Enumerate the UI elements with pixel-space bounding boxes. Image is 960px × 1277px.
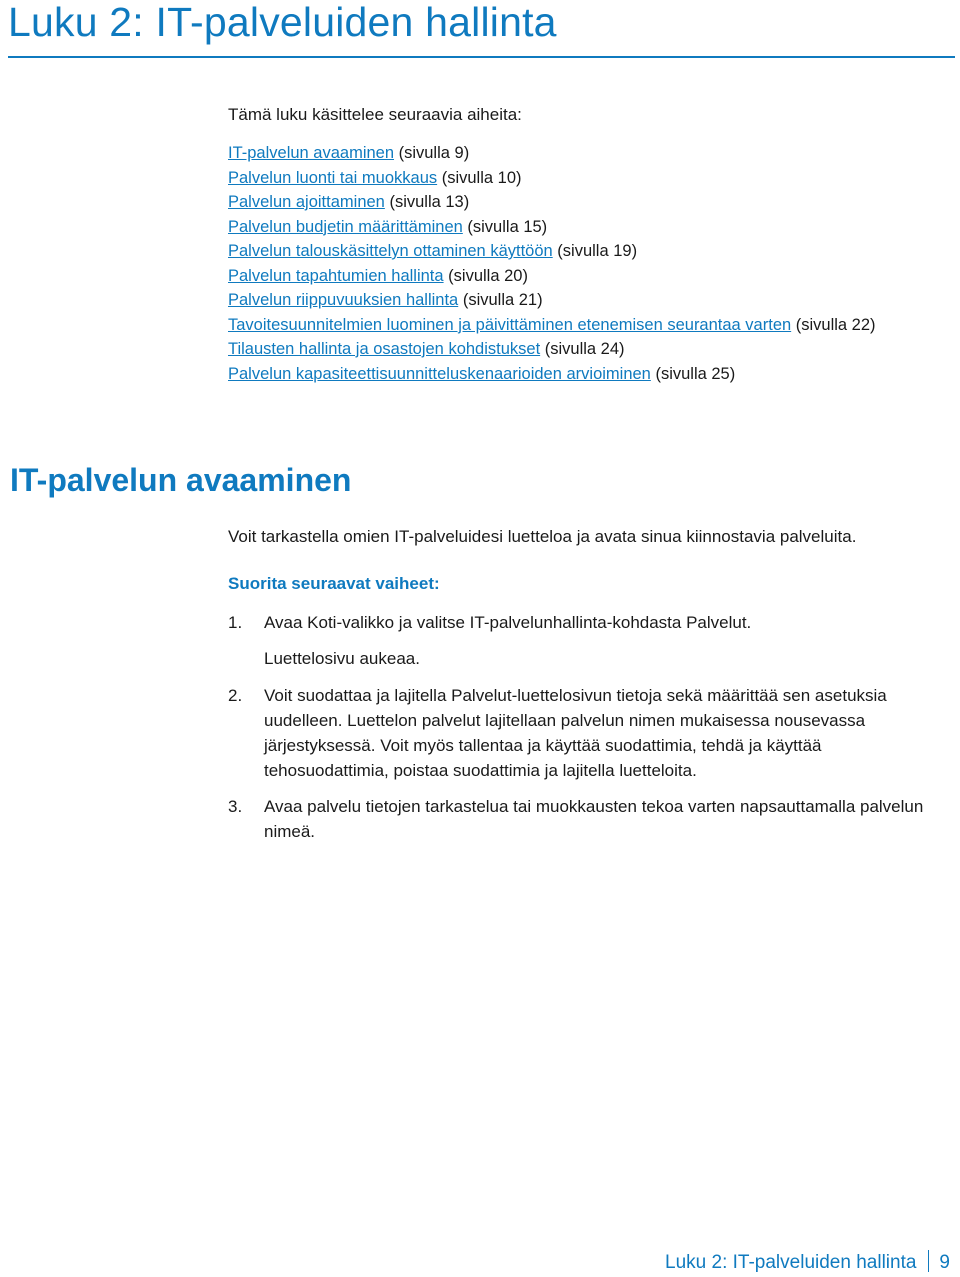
- toc-item: [228, 362, 940, 387]
- footer-separator: [928, 1250, 929, 1272]
- title-divider: [8, 56, 955, 58]
- toc-page-ref: (sivulla 22): [791, 315, 876, 334]
- toc-link[interactable]: Tavoitesuunnitelmien luominen ja päivittäminen etenemisen seurantaa varten: [228, 315, 792, 334]
- toc-page-ref: (sivulla 20): [443, 266, 528, 285]
- toc-item: [228, 313, 940, 338]
- step-2: [228, 683, 948, 783]
- toc-page-ref: (sivulla 24): [540, 340, 625, 358]
- steps-heading: Suorita seuraavat vaiheet:: [228, 574, 440, 593]
- section-intro: Voit tarkastella omien IT-palveluidesi luetteloa ja avata sinua kiinnostavia palveluita.: [228, 527, 857, 546]
- step-number: 2.: [228, 686, 243, 705]
- step-number: 1.: [228, 613, 243, 632]
- step-1: [228, 610, 948, 635]
- page-footer: [665, 1250, 950, 1275]
- section-title: IT-palvelun avaaminen: [10, 462, 352, 498]
- toc-page-ref: (sivulla 19): [552, 242, 638, 260]
- toc-item: [228, 264, 940, 289]
- toc-link[interactable]: Palvelun luonti tai muokkaus: [228, 168, 438, 187]
- toc-link[interactable]: Palvelun tapahtumien hallinta: [228, 266, 444, 285]
- toc-link[interactable]: Palvelun ajoittaminen: [228, 193, 385, 211]
- toc-link[interactable]: Tilausten hallinta ja osastojen kohdistukset: [228, 340, 541, 358]
- toc-link[interactable]: Palvelun riippuvuuksien hallinta: [228, 291, 459, 309]
- toc-list: [228, 141, 940, 386]
- toc-item: [228, 337, 940, 362]
- step-1-result: Luettelosivu aukeaa.: [264, 649, 420, 668]
- toc-page-ref: (sivulla 15): [462, 217, 548, 236]
- toc-item: [228, 215, 940, 240]
- step-text: Avaa palvelu tietojen tarkastelua tai muokkausten tekoa varten napsauttamalla palvelun nimeä.: [264, 797, 924, 841]
- toc-item: [228, 166, 940, 191]
- chapter-title: Luku 2: IT-palveluiden hallinta: [8, 0, 557, 45]
- toc-link[interactable]: Palvelun talouskäsittelyn ottaminen käyttöön: [228, 242, 553, 260]
- toc-link[interactable]: Palvelun kapasiteettisuunnitteluskenaarioiden arvioiminen: [228, 364, 651, 383]
- step-text: Avaa Koti-valikko ja valitse IT-palvelunhallinta-kohdasta Palvelut.: [264, 613, 752, 632]
- toc-link[interactable]: IT-palvelun avaaminen: [228, 144, 395, 162]
- toc-item: [228, 288, 940, 313]
- step-3: [228, 794, 948, 844]
- toc-page-ref: (sivulla 10): [437, 168, 522, 187]
- toc-page-ref: (sivulla 9): [394, 144, 470, 162]
- toc-link[interactable]: Palvelun budjetin määrittäminen: [228, 217, 463, 236]
- step-number: 3.: [228, 797, 243, 816]
- step-text: Voit suodattaa ja lajitella Palvelut-luettelosivun tietoja sekä määrittää sen asetuksia uudelleen. Luettelon palvelut lajitellaan palvelun nimen mukaisessa nousevassa järjestyksessä. Voit myös tallentaa ja käyttää suodattimia, tehdä ja käyttää tehosuodattimia, poistaa suodattimia ja lajitella luetteloita.: [264, 686, 887, 780]
- footer-chapter: Luku 2: IT-palveluiden hallinta: [665, 1252, 917, 1273]
- toc-page-ref: (sivulla 25): [650, 364, 736, 383]
- toc-page-ref: (sivulla 21): [458, 291, 543, 309]
- toc-item: [228, 141, 940, 166]
- toc-page-ref: (sivulla 13): [384, 193, 470, 211]
- toc-item: [228, 190, 940, 215]
- toc-item: [228, 239, 940, 264]
- footer-page-number: 9: [939, 1252, 950, 1273]
- toc-intro: Tämä luku käsittelee seuraavia aiheita:: [228, 105, 522, 124]
